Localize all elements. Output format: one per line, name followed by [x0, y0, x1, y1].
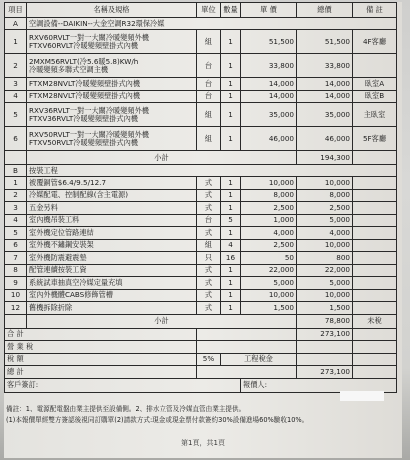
item-qty: 1 [221, 302, 241, 315]
discount-row [5, 341, 397, 354]
item-no: 2 [5, 189, 27, 202]
item-remark: 5F客廳 [353, 127, 397, 151]
subtotal-remark: 未稅 [353, 314, 397, 328]
item-qty: 16 [221, 252, 241, 265]
item-remark [353, 54, 397, 78]
item-name: 舊機拆除折除 [27, 302, 197, 315]
table-row [5, 277, 397, 290]
item-price: 4,000 [241, 227, 297, 240]
table-row [5, 302, 397, 315]
item-unit: 台 [197, 78, 221, 91]
item-no: 10 [5, 289, 27, 302]
item-unit: 式 [197, 302, 221, 315]
item-no: 3 [5, 202, 27, 215]
item-total: 10,000 [297, 239, 353, 252]
item-unit: 組 [197, 239, 221, 252]
item-name [27, 54, 197, 78]
item-no: 1 [5, 30, 27, 54]
item-unit: 式 [197, 277, 221, 290]
subtotal-b-row [5, 314, 397, 328]
item-price: 50 [241, 252, 297, 265]
item-unit: 式 [197, 177, 221, 190]
item-qty: 4 [221, 239, 241, 252]
table-row [5, 30, 397, 54]
header-unit: 單位 [197, 3, 221, 18]
item-name: 被覆銅管$6.4/9.5/12.7 [27, 177, 197, 190]
section-b-row [5, 165, 397, 177]
total-label: 合 計 [5, 328, 197, 341]
header-name: 名稱及規格 [27, 3, 197, 18]
item-price: 2,500 [241, 202, 297, 215]
item-unit: 式 [197, 227, 221, 240]
contractor-signature-label: 報價人: [241, 378, 397, 392]
item-no: 3 [5, 78, 27, 91]
grand-total-value: 273,100 [297, 366, 353, 379]
item-price: 8,000 [241, 189, 297, 202]
item-qty: 1 [221, 227, 241, 240]
item-remark [353, 177, 397, 190]
item-no: 2 [5, 54, 27, 78]
item-unit: 台 [197, 54, 221, 78]
item-total: 800 [297, 252, 353, 265]
grand-total-row [5, 366, 397, 379]
notes-line-2: (1)本報價單經雙方簽認後視同訂購單(2)請款方式:現金或現金票付款簽約30%設備進場60%驗收10%。 [6, 416, 309, 424]
item-name: 系統試車抽真空冷媒定量充填 [27, 277, 197, 290]
section-letter: B [5, 165, 27, 177]
subtotal-value: 194,300 [297, 151, 353, 165]
item-qty: 5 [221, 214, 241, 227]
item-total: 35,000 [297, 103, 353, 127]
table-row [5, 103, 397, 127]
item-name-line2: 冷暖變頻多聯式空調主機 [29, 64, 109, 74]
total-value: 273,100 [297, 328, 353, 341]
item-unit: 式 [197, 202, 221, 215]
item-name-line1: FTXM28NVLT冷暖變頻壁掛式內機 [29, 78, 141, 88]
item-unit: 台 [197, 90, 221, 103]
item-name: 室內外機體CABS修飾管槽 [27, 289, 197, 302]
item-name: 室外機定位管路連結 [27, 227, 197, 240]
header-remark: 備 註 [353, 3, 397, 18]
item-total: 22,000 [297, 264, 353, 277]
item-remark [353, 264, 397, 277]
item-remark [353, 252, 397, 265]
item-qty: 1 [221, 90, 241, 103]
item-name-line2: FTXV60RVLT冷暖變頻壁掛式內機 [29, 40, 138, 50]
item-price: 14,000 [241, 90, 297, 103]
item-name-line1: RXV60RVLT一對一大關冷暖變頻外機 [29, 32, 149, 42]
item-name [27, 30, 197, 54]
item-total: 4,000 [297, 227, 353, 240]
subtotal-value: 78,800 [297, 314, 353, 328]
grand-total-label: 總 計 [5, 366, 197, 379]
section-letter: A [5, 18, 27, 30]
item-remark: 4F客廳 [353, 30, 397, 54]
item-no: 6 [5, 239, 27, 252]
item-name [27, 78, 197, 91]
header-row [5, 3, 397, 18]
item-unit: 式 [197, 264, 221, 277]
tax-rate: 5% [197, 353, 221, 366]
item-no: 4 [5, 214, 27, 227]
item-price: 1,000 [241, 214, 297, 227]
signature-row [5, 378, 397, 392]
item-price: 5,000 [241, 277, 297, 290]
item-remark [353, 302, 397, 315]
item-price: 51,500 [241, 30, 297, 54]
item-qty: 1 [221, 277, 241, 290]
table-row [5, 214, 397, 227]
item-remark [353, 277, 397, 290]
item-remark [353, 227, 397, 240]
item-no: 5 [5, 103, 27, 127]
item-qty: 1 [221, 289, 241, 302]
item-total: 33,800 [297, 54, 353, 78]
header-qty: 數量 [221, 3, 241, 18]
subtotal-a-row [5, 151, 397, 165]
header-item-no: 項目 [5, 3, 27, 18]
item-remark [353, 239, 397, 252]
quotation-sheet [4, 2, 402, 458]
table-row [5, 264, 397, 277]
item-name-line1: FTXM28NVLT冷暖變頻壁掛式內機 [29, 91, 141, 101]
item-price: 10,000 [241, 289, 297, 302]
item-price: 2,500 [241, 239, 297, 252]
item-price: 33,800 [241, 54, 297, 78]
item-name-line1: RXV36RVLT一對一大關冷暖變頻外機 [29, 105, 149, 115]
item-unit: 只 [197, 252, 221, 265]
item-price: 14,000 [241, 78, 297, 91]
item-name-line2: FTXV50RVLT冷暖變頻壁掛式內機 [29, 137, 138, 147]
item-total: 51,500 [297, 30, 353, 54]
item-name: 室外機防震避震墊 [27, 252, 197, 265]
item-name: 五金另料 [27, 202, 197, 215]
table-row [5, 189, 397, 202]
item-remark [353, 189, 397, 202]
item-name [27, 103, 197, 127]
item-total: 5,000 [297, 214, 353, 227]
item-remark: 臥室B [353, 90, 397, 103]
item-no: 7 [5, 252, 27, 265]
item-price: 22,000 [241, 264, 297, 277]
header-total: 總價 [297, 3, 353, 18]
item-qty: 1 [221, 127, 241, 151]
table-row [5, 90, 397, 103]
item-no: 6 [5, 127, 27, 151]
subtotal-label: 小計 [27, 151, 297, 165]
item-price: 46,000 [241, 127, 297, 151]
item-unit: 組 [197, 127, 221, 151]
item-remark [353, 202, 397, 215]
table-row [5, 289, 397, 302]
item-remark: 臥室A [353, 78, 397, 91]
item-price: 35,000 [241, 103, 297, 127]
item-name: 室外機不鏽鋼安裝架 [27, 239, 197, 252]
item-name: 室內機吊裝工料 [27, 214, 197, 227]
header-price: 單 價 [241, 3, 297, 18]
item-name-line1: RXV50RVLT一對一大關冷暖變頻外機 [29, 129, 149, 139]
item-qty: 1 [221, 202, 241, 215]
item-total: 5,000 [297, 277, 353, 290]
section-title: 空調設備--DAIKIN--大金空調R32環保冷媒 [27, 18, 397, 30]
table-row [5, 177, 397, 190]
item-price: 10,000 [241, 177, 297, 190]
item-remark [353, 289, 397, 302]
item-name [27, 127, 197, 151]
item-no: 4 [5, 90, 27, 103]
item-name-line2: FTXV36RVLT冷暖變頻壁掛式內機 [29, 113, 138, 123]
item-qty: 1 [221, 78, 241, 91]
table-row [5, 239, 397, 252]
notes-line-1: 備註：1、電源配電盤由業主提供至設備側。2、排水立管及冷媒直管由業主提供。 [6, 405, 246, 413]
item-qty: 1 [221, 30, 241, 54]
item-total: 10,000 [297, 177, 353, 190]
item-name [27, 90, 197, 103]
item-total: 14,000 [297, 78, 353, 91]
item-no: 9 [5, 277, 27, 290]
item-no: 8 [5, 264, 27, 277]
discount-label: 營 業 稅 [5, 341, 197, 354]
item-no: 1 [5, 177, 27, 190]
table-row [5, 127, 397, 151]
item-name: 配管連續按裝工資 [27, 264, 197, 277]
quotation-table [4, 2, 397, 393]
table-row [5, 202, 397, 215]
item-qty: 1 [221, 189, 241, 202]
discount-value [297, 341, 353, 354]
item-remark [353, 214, 397, 227]
item-total: 8,000 [297, 189, 353, 202]
table-row [5, 227, 397, 240]
item-total: 14,000 [297, 90, 353, 103]
item-total: 46,000 [297, 127, 353, 151]
item-qty: 1 [221, 54, 241, 78]
item-unit: 組 [197, 103, 221, 127]
item-price: 1,500 [241, 302, 297, 315]
table-row [5, 78, 397, 91]
item-qty: 1 [221, 264, 241, 277]
table-row [5, 252, 397, 265]
item-no: 5 [5, 227, 27, 240]
item-total: 10,000 [297, 289, 353, 302]
item-unit: 式 [197, 289, 221, 302]
item-qty: 1 [221, 177, 241, 190]
item-unit: 組 [197, 30, 221, 54]
tax-row [5, 353, 397, 366]
item-remark: 主臥室 [353, 103, 397, 127]
section-title: 按裝工程 [27, 165, 397, 177]
redacted-name-box [340, 391, 384, 401]
item-unit: 台 [197, 214, 221, 227]
item-no: 12 [5, 302, 27, 315]
table-row [5, 54, 397, 78]
tax-label: 稅 額 [5, 353, 197, 366]
item-name: 冷媒配電、控制配線(含主電源) [27, 189, 197, 202]
item-total: 1,500 [297, 302, 353, 315]
client-signature-label: 客戶簽訂: [5, 378, 241, 392]
item-qty: 1 [221, 103, 241, 127]
item-unit: 式 [197, 189, 221, 202]
section-a-row [5, 18, 397, 30]
total-row [5, 328, 397, 341]
page-footer: 第1頁，共1頁 [181, 439, 225, 447]
item-name-line1: 2MXM56RVLT(冷5.6暖5.8)KW/h [29, 56, 139, 66]
subtotal-label: 小計 [27, 314, 297, 328]
tax-note: 工程稅金 [221, 353, 297, 366]
item-total: 2,500 [297, 202, 353, 215]
